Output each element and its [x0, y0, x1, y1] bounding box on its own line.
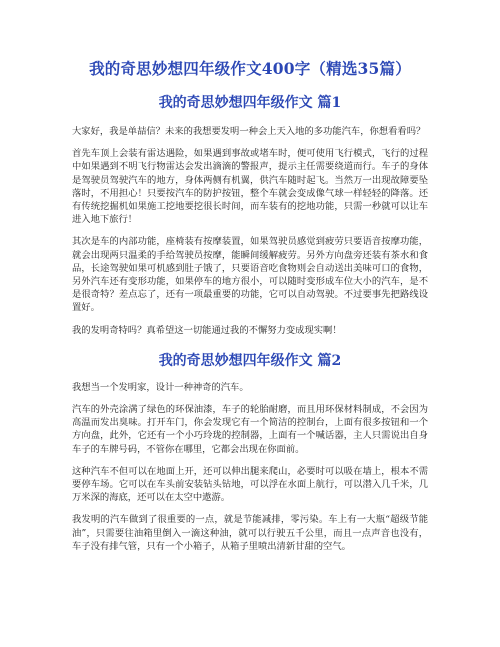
essay-section-1: [72, 93, 428, 337]
essay-section-2: [72, 351, 428, 553]
paragraph: 这种汽车不但可以在地面上开，还可以伸出腿来爬山，必要时可以吸在墙上，根本不需要停车场。它可以在车头前安装钻头钻地，可以浮在水面上航行，可以潜入几千米，几万米深的海底，还可以在太空中遨游。: [72, 465, 428, 504]
paragraph: 首先车顶上会装有雷达遇险，如果遇到事故或堵车时，便可使用飞行模式，飞行的过程中如果遇到不明飞行物雷达会发出滴滴的警报声，提示主任需要绕道而行。车子的身体是驾驶员驾驶汽车的地方，身体两侧有机翼，供汽车随时起飞。当然万一出现故障要坠落时，不用担心！只要按汽车的防护按钮，整个车就会变成像气球一样轻轻的降落。还有传统挖掘机如果施工挖地要挖很长时间，而车装有的挖地功能，只需一秒就可以让车进入地下旅行！: [72, 148, 428, 226]
section-body: [72, 381, 428, 553]
paragraph: 大家好，我是单喆信？未来的我想要发明一种会上天入地的多功能汽车，你想看看吗？: [72, 126, 426, 137]
paragraph: 其次是车的内部功能，座椅装有按摩装置，如果驾驶员感觉到疲劳只要语音按摩功能，就会出现两只温柔的手给驾驶员按摩，能瞬间缓解疲劳。另外方向盘旁还装有茶水和食品，长途驾驶如果可机感到肚子饿了，只要语音吃食物则会自动送出美味可口的食物，另外汽车还有变形功能，如果停车的地方很小，可以随时变形成车位大小的汽车，是不是很奇特？差点忘了，还有一项最重要的功能，它可以自动驾驶。不过要事先把路线设置好。: [72, 236, 428, 314]
section-title: 我的奇思妙想四年级作文 篇1: [158, 95, 342, 111]
paragraph: 汽车的外壳涂满了绿色的环保油漆，车子的轮胎耐磨，而且用环保材料制成，不会因为高温而发出臭味。打开车门，你会发现它有一个简洁的控制台，上面有很多按钮和一个方向盘，此外，它还有一个小巧玲珑的控制器，上面有一个喊话器，主人只需说出自身车子的车牌号码，不管你在哪里，它都会出现在你面前。: [72, 404, 428, 455]
paragraph: 我的发明奇特吗？真希望这一切能通过我的不懈努力变成现实啊！: [72, 324, 342, 336]
paragraph: 我发明的汽车做到了很重要的一点，就是节能减排，零污染。车上有一大瓶“超级节能油”，只需要往油箱里倒入一滴这种油，就可以行驶五千公里，而且一点声音也没有，车子没有排气管，只有一个小箱子，从箱子里喷出清新甘甜的空气。: [72, 514, 428, 552]
paragraph: 我想当一个发明家，设计一种神奇的汽车。: [72, 381, 249, 393]
section-body: [72, 125, 428, 337]
document-title: 我的奇思妙想四年级作文400字（精选35篇）: [89, 59, 411, 78]
section-title: 我的奇思妙想四年级作文 篇2: [158, 352, 342, 369]
